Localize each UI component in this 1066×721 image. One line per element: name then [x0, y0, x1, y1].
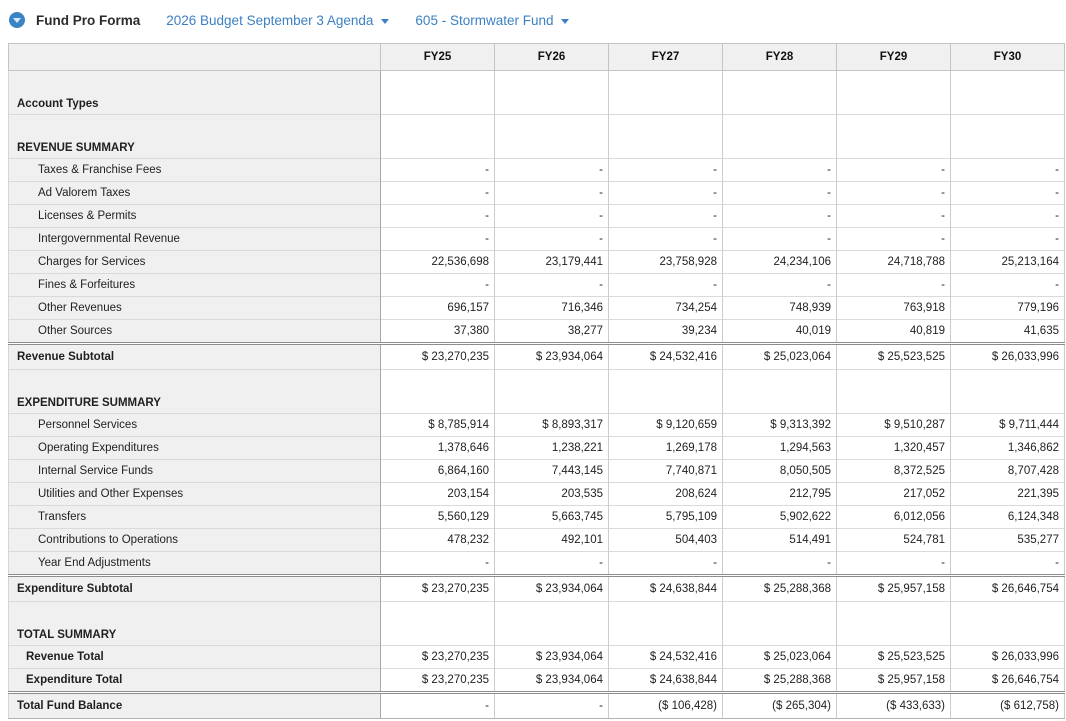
cell-value: $ 25,523,525 [837, 344, 951, 370]
table-row [9, 115, 1065, 159]
row-label: REVENUE SUMMARY [9, 115, 381, 159]
cell-value: 716,346 [495, 297, 609, 320]
cell-value: ($ 265,304) [723, 693, 837, 719]
cell-value: 763,918 [837, 297, 951, 320]
cell-value [495, 115, 609, 159]
table-row [9, 602, 1065, 646]
column-header-fy27: FY27 [609, 44, 723, 71]
cell-value: - [951, 274, 1065, 297]
cell-value: - [495, 205, 609, 228]
cell-value: - [609, 274, 723, 297]
cell-value [837, 602, 951, 646]
cell-value [495, 602, 609, 646]
cell-value: - [837, 182, 951, 205]
cell-value: 23,179,441 [495, 251, 609, 274]
table-row [9, 437, 1065, 460]
table-row [9, 71, 1065, 115]
row-label: Revenue Subtotal [9, 344, 381, 370]
cell-value [609, 602, 723, 646]
cell-value: - [837, 159, 951, 182]
cell-value: 696,157 [381, 297, 495, 320]
column-header-row [9, 44, 1065, 71]
column-header-fy29: FY29 [837, 44, 951, 71]
cell-value: $ 23,270,235 [381, 669, 495, 693]
cell-value: - [951, 552, 1065, 576]
page-title: Fund Pro Forma [36, 12, 141, 28]
fund-dropdown[interactable] [415, 13, 569, 28]
cell-value: ($ 612,758) [951, 693, 1065, 719]
cell-value: 1,294,563 [723, 437, 837, 460]
cell-value: 41,635 [951, 320, 1065, 344]
row-label: Year End Adjustments [9, 552, 381, 576]
cell-value: $ 9,510,287 [837, 414, 951, 437]
row-label: Total Fund Balance [9, 693, 381, 719]
cell-value: $ 25,523,525 [837, 646, 951, 669]
cell-value: 212,795 [723, 483, 837, 506]
table-row [9, 552, 1065, 576]
cell-value: - [381, 228, 495, 251]
cell-value: $ 23,934,064 [495, 576, 609, 602]
cell-value [381, 115, 495, 159]
row-label: Expenditure Total [9, 669, 381, 693]
budget-version-dropdown[interactable] [166, 13, 389, 28]
row-label: Taxes & Franchise Fees [9, 159, 381, 182]
fund-dropdown-label: 605 - Stormwater Fund [415, 12, 554, 28]
row-label: TOTAL SUMMARY [9, 602, 381, 646]
cell-value: 38,277 [495, 320, 609, 344]
cell-value [723, 71, 837, 115]
row-label: Other Sources [9, 320, 381, 344]
cell-value [951, 71, 1065, 115]
row-label: Ad Valorem Taxes [9, 182, 381, 205]
table-row [9, 274, 1065, 297]
row-label: Intergovernmental Revenue [9, 228, 381, 251]
cell-value: 24,718,788 [837, 251, 951, 274]
cell-value [951, 370, 1065, 414]
cell-value: 514,491 [723, 529, 837, 552]
table-row [9, 506, 1065, 529]
table-row [9, 182, 1065, 205]
cell-value: 6,012,056 [837, 506, 951, 529]
cell-value: 203,535 [495, 483, 609, 506]
budget-version-dropdown-label: 2026 Budget September 3 Agenda [166, 12, 374, 28]
row-label: Account Types [9, 71, 381, 115]
cell-value: - [381, 182, 495, 205]
row-label: Utilities and Other Expenses [9, 483, 381, 506]
column-header-fy26: FY26 [495, 44, 609, 71]
cell-value: 1,320,457 [837, 437, 951, 460]
cell-value: - [495, 274, 609, 297]
cell-value [951, 602, 1065, 646]
cell-value: $ 25,957,158 [837, 576, 951, 602]
cell-value: - [837, 205, 951, 228]
cell-value [951, 115, 1065, 159]
cell-value [381, 602, 495, 646]
row-label: Personnel Services [9, 414, 381, 437]
cell-value: - [381, 693, 495, 719]
cell-value: $ 24,532,416 [609, 646, 723, 669]
cell-value: - [723, 552, 837, 576]
cell-value: - [381, 552, 495, 576]
cell-value: 1,238,221 [495, 437, 609, 460]
cell-value: ($ 106,428) [609, 693, 723, 719]
row-label: Other Revenues [9, 297, 381, 320]
cell-value: $ 25,023,064 [723, 344, 837, 370]
cell-value: - [495, 228, 609, 251]
cell-value: - [723, 205, 837, 228]
cell-value: $ 9,120,659 [609, 414, 723, 437]
cell-value: 24,234,106 [723, 251, 837, 274]
cell-value: 5,560,129 [381, 506, 495, 529]
column-header-fy25: FY25 [381, 44, 495, 71]
cell-value: $ 23,934,064 [495, 646, 609, 669]
cell-value: 524,781 [837, 529, 951, 552]
cell-value [837, 370, 951, 414]
cell-value: $ 9,313,392 [723, 414, 837, 437]
row-label: Operating Expenditures [9, 437, 381, 460]
cell-value: $ 25,023,064 [723, 646, 837, 669]
cell-value: $ 26,033,996 [951, 344, 1065, 370]
row-label: Internal Service Funds [9, 460, 381, 483]
corner-cell [9, 44, 381, 71]
cell-value: 6,864,160 [381, 460, 495, 483]
column-header-fy28: FY28 [723, 44, 837, 71]
cell-value: 492,101 [495, 529, 609, 552]
cell-value: - [609, 159, 723, 182]
cell-value: 1,346,862 [951, 437, 1065, 460]
cell-value: 217,052 [837, 483, 951, 506]
cell-value [381, 71, 495, 115]
cell-value: 25,213,164 [951, 251, 1065, 274]
cell-value: 37,380 [381, 320, 495, 344]
toolbar [0, 0, 1066, 40]
cell-value: - [951, 182, 1065, 205]
cell-value: $ 8,893,317 [495, 414, 609, 437]
cell-value: $ 8,785,914 [381, 414, 495, 437]
collapse-toggle-button[interactable] [9, 12, 25, 28]
cell-value: - [723, 228, 837, 251]
cell-value: 203,154 [381, 483, 495, 506]
cell-value: 40,819 [837, 320, 951, 344]
table-row [9, 370, 1065, 414]
table-row [9, 529, 1065, 552]
cell-value: - [723, 182, 837, 205]
cell-value: $ 26,033,996 [951, 646, 1065, 669]
cell-value: - [837, 228, 951, 251]
cell-value: 8,050,505 [723, 460, 837, 483]
cell-value: - [381, 205, 495, 228]
cell-value [495, 71, 609, 115]
cell-value: - [837, 274, 951, 297]
cell-value: 779,196 [951, 297, 1065, 320]
cell-value: $ 23,934,064 [495, 344, 609, 370]
cell-value: $ 26,646,754 [951, 669, 1065, 693]
cell-value [609, 370, 723, 414]
chevron-down-icon [561, 19, 569, 24]
cell-value: - [381, 274, 495, 297]
cell-value: - [951, 205, 1065, 228]
table-row [9, 483, 1065, 506]
cell-value [609, 71, 723, 115]
row-label: Contributions to Operations [9, 529, 381, 552]
cell-value: 5,663,745 [495, 506, 609, 529]
table-row [9, 159, 1065, 182]
cell-value: 535,277 [951, 529, 1065, 552]
table-row [9, 251, 1065, 274]
cell-value: 221,395 [951, 483, 1065, 506]
cell-value: - [609, 552, 723, 576]
cell-value: $ 25,957,158 [837, 669, 951, 693]
cell-value: 748,939 [723, 297, 837, 320]
cell-value: - [723, 159, 837, 182]
table-row [9, 646, 1065, 669]
cell-value [837, 71, 951, 115]
row-label: Expenditure Subtotal [9, 576, 381, 602]
table-row [9, 228, 1065, 251]
cell-value: 734,254 [609, 297, 723, 320]
cell-value: - [951, 159, 1065, 182]
row-label: Fines & Forfeitures [9, 274, 381, 297]
row-label: Charges for Services [9, 251, 381, 274]
cell-value: 7,443,145 [495, 460, 609, 483]
cell-value [837, 115, 951, 159]
table-row [9, 460, 1065, 483]
table-row [9, 693, 1065, 719]
cell-value: 504,403 [609, 529, 723, 552]
cell-value [723, 115, 837, 159]
row-label: Licenses & Permits [9, 205, 381, 228]
cell-value: $ 24,638,844 [609, 576, 723, 602]
cell-value: - [609, 182, 723, 205]
cell-value: $ 23,270,235 [381, 344, 495, 370]
cell-value: 478,232 [381, 529, 495, 552]
cell-value [723, 602, 837, 646]
table-row [9, 297, 1065, 320]
cell-value: $ 23,934,064 [495, 669, 609, 693]
cell-value: 5,795,109 [609, 506, 723, 529]
chevron-down-icon [381, 19, 389, 24]
row-label: Transfers [9, 506, 381, 529]
cell-value: 208,624 [609, 483, 723, 506]
row-label: Revenue Total [9, 646, 381, 669]
cell-value: 22,536,698 [381, 251, 495, 274]
column-header-fy30: FY30 [951, 44, 1065, 71]
cell-value: $ 25,288,368 [723, 576, 837, 602]
cell-value: 8,707,428 [951, 460, 1065, 483]
cell-value: 40,019 [723, 320, 837, 344]
cell-value: 39,234 [609, 320, 723, 344]
table-row [9, 669, 1065, 693]
cell-value: $ 23,270,235 [381, 646, 495, 669]
cell-value: $ 26,646,754 [951, 576, 1065, 602]
pro-forma-table [8, 43, 1065, 719]
cell-value: 1,378,646 [381, 437, 495, 460]
cell-value: 5,902,622 [723, 506, 837, 529]
cell-value: $ 9,711,444 [951, 414, 1065, 437]
cell-value: $ 24,532,416 [609, 344, 723, 370]
cell-value: 8,372,525 [837, 460, 951, 483]
cell-value: - [495, 552, 609, 576]
cell-value: - [381, 159, 495, 182]
cell-value: 6,124,348 [951, 506, 1065, 529]
cell-value: - [495, 182, 609, 205]
cell-value: $ 23,270,235 [381, 576, 495, 602]
table-row [9, 576, 1065, 602]
chevron-down-icon [13, 18, 21, 23]
cell-value: - [837, 552, 951, 576]
cell-value: - [609, 205, 723, 228]
table-row [9, 320, 1065, 344]
cell-value: $ 24,638,844 [609, 669, 723, 693]
cell-value: - [495, 693, 609, 719]
cell-value: 23,758,928 [609, 251, 723, 274]
cell-value: 7,740,871 [609, 460, 723, 483]
cell-value: $ 25,288,368 [723, 669, 837, 693]
cell-value: - [609, 228, 723, 251]
table-row [9, 414, 1065, 437]
table-row [9, 205, 1065, 228]
cell-value: - [723, 274, 837, 297]
cell-value [381, 370, 495, 414]
row-label: EXPENDITURE SUMMARY [9, 370, 381, 414]
cell-value: ($ 433,633) [837, 693, 951, 719]
cell-value: 1,269,178 [609, 437, 723, 460]
cell-value [495, 370, 609, 414]
cell-value: - [951, 228, 1065, 251]
cell-value [723, 370, 837, 414]
table-row [9, 344, 1065, 370]
cell-value: - [495, 159, 609, 182]
cell-value [609, 115, 723, 159]
